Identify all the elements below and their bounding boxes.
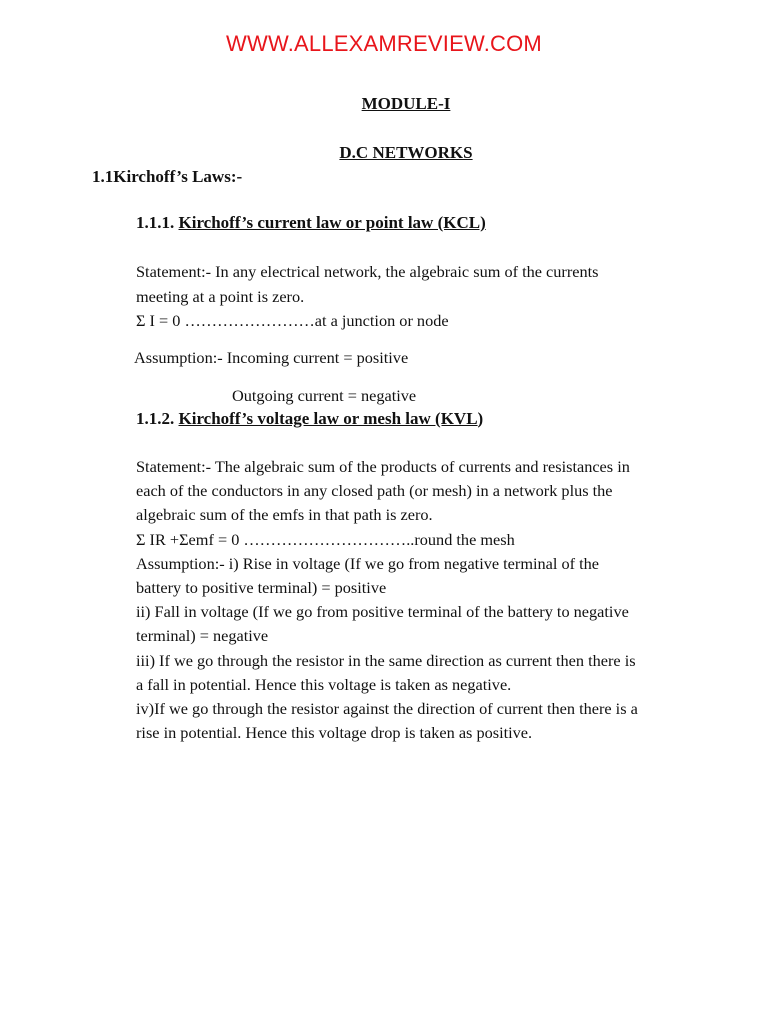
site-url-header[interactable]: WWW.ALLEXAMREVIEW.COM <box>226 31 542 56</box>
kcl-title: Kirchoff’s current law or point law (KCL) <box>178 213 486 232</box>
module-title: MODULE-I <box>361 94 451 113</box>
kvl-equation: Σ IR +Σemf = 0 …………………………..round the mesh <box>136 530 515 549</box>
kvl-line: Assumption:- i) Rise in voltage (If we go from negative terminal of the <box>136 554 599 573</box>
section-title: D.C NETWORKS <box>339 143 473 162</box>
kvl-heading <box>136 409 483 429</box>
kvl-title: Kirchoff’s voltage law or mesh law (KVL <box>178 409 478 428</box>
kvl-line: Statement:- The algebraic sum of the products of currents and resistances in <box>136 457 630 476</box>
kvl-line: iv)If we go through the resistor against the direction of current then there is a <box>136 699 638 718</box>
kcl-equation: Σ I = 0 ……………………at a junction or node <box>136 311 449 330</box>
kcl-number: 1.1.1. <box>136 213 179 232</box>
kvl-line: algebraic sum of the emfs in that path is zero. <box>136 505 433 524</box>
kvl-line: ii) Fall in voltage (If we go from positive terminal of the battery to negative <box>136 602 629 621</box>
kvl-number: 1.1.2. <box>136 409 179 428</box>
kcl-line: meeting at a point is zero. <box>136 287 305 306</box>
kcl-assumption: Assumption:- Incoming current = positive <box>134 348 409 367</box>
kvl-line: a fall in potential. Hence this voltage is taken as negative. <box>136 675 512 694</box>
main-heading: 1.1Kirchoff’s Laws:- <box>92 167 243 186</box>
kvl-line: terminal) = negative <box>136 626 269 645</box>
kvl-line: iii) If we go through the resistor in the same direction as current then there is <box>136 651 636 670</box>
kcl-line: Statement:- In any electrical network, the algebraic sum of the currents <box>136 262 599 281</box>
kcl-heading <box>136 213 486 233</box>
kvl-line: each of the conductors in any closed path (or mesh) in a network plus the <box>136 481 613 500</box>
kvl-title-end: ) <box>477 409 484 428</box>
kcl-assumption-outgoing: Outgoing current = negative <box>232 386 417 405</box>
kvl-line: rise in potential. Hence this voltage drop is taken as positive. <box>136 723 533 742</box>
kvl-line: battery to positive terminal) = positive <box>136 578 387 597</box>
